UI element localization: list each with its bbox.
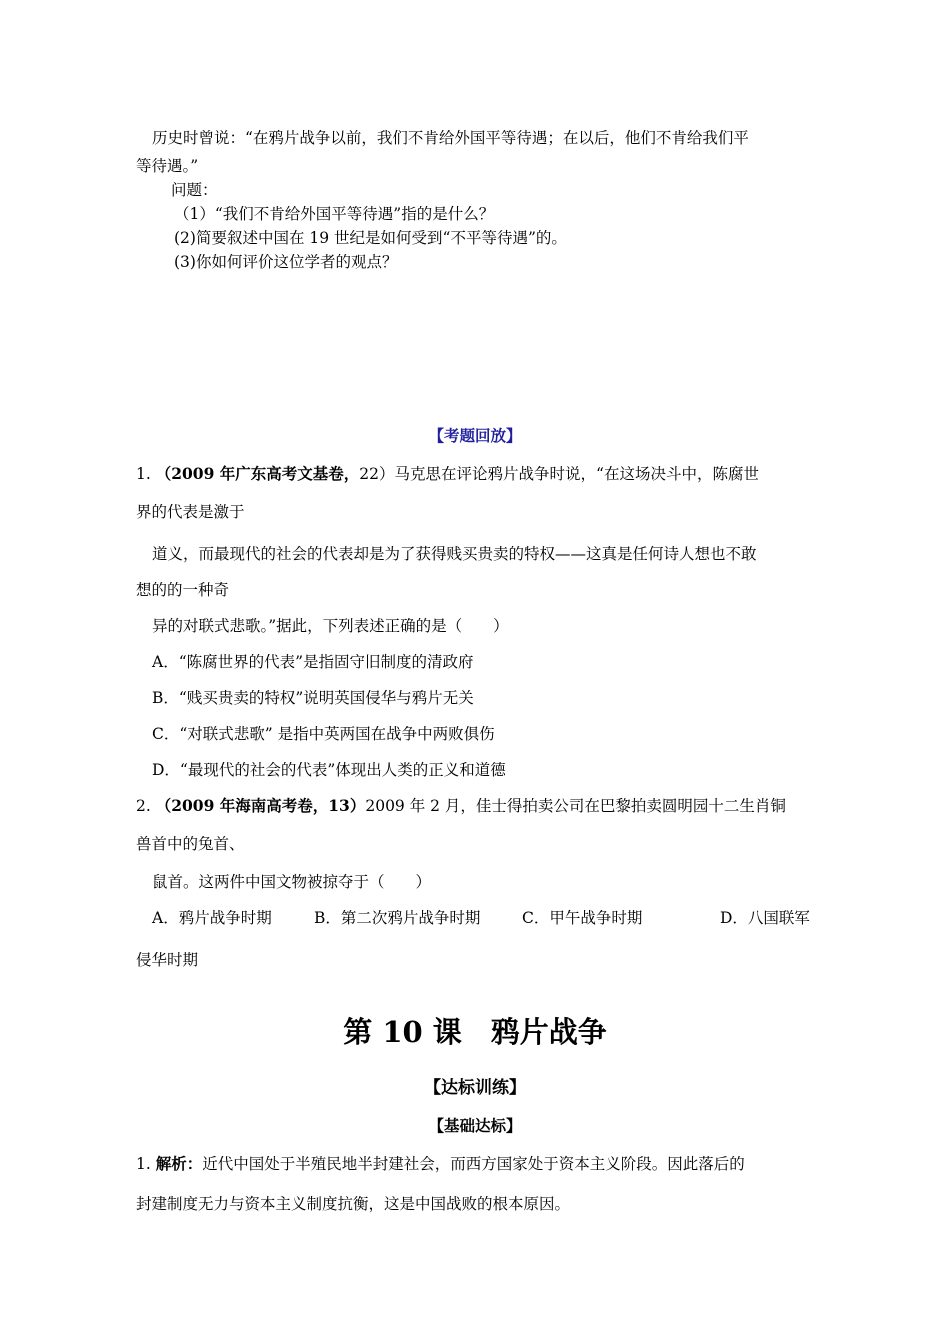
item-1-text-line-2: 界的代表是激于 (136, 503, 245, 521)
item-2-option-c: C．甲午战争时期 (522, 909, 643, 927)
review-item-1 (136, 464, 759, 484)
item-1-source: （2009 年广东高考文基卷， (155, 464, 360, 483)
item-2-option-d-continued: 侵华时期 (136, 951, 199, 969)
passage-line-2: 等待遇。” (136, 157, 199, 175)
answer-1-text-line-2: 封建制度无力与资本主义制度抗衡，这是中国战败的根本原因。 (136, 1195, 571, 1213)
item-1-text-line-3: 道义，而最现代的社会的代表却是为了获得贱买贵卖的特权——这真是任何诗人想也不敢 (152, 545, 757, 563)
lesson-title: 第 10 课 鸦片战争 (343, 1015, 607, 1049)
question-label: 问题： (171, 181, 218, 199)
item-1-number: 1. (136, 465, 151, 483)
item-2-number: 2. (136, 797, 151, 815)
item-1-text-line-1: 马克思在评论鸦片战争时说，“在这场决斗中，陈腐世 (394, 465, 759, 483)
item-1-source-tail: 22） (359, 465, 395, 483)
item-2-option-b: B．第二次鸦片战争时期 (314, 909, 481, 927)
subsection-heading: 【基础达标】 (428, 1116, 522, 1135)
answer-1-text-line-1: 近代中国处于半殖民地半封建社会，而西方国家处于资本主义阶段。因此落后的 (202, 1155, 745, 1173)
section-heading: 【达标训练】 (424, 1078, 526, 1098)
item-1-option-a: A．“陈腐世界的代表”是指固守旧制度的清政府 (152, 653, 474, 671)
review-item-2 (136, 796, 786, 816)
item-1-text-line-5: 异的对联式悲歌。”据此，下列表述正确的是（ ） (152, 617, 509, 635)
item-2-option-d: D．八国联军 (720, 909, 810, 927)
item-1-text-line-4: 想的的一种奇 (136, 581, 230, 599)
item-2-text-line-2: 兽首中的兔首、 (136, 835, 245, 853)
item-1-option-c: C．“对联式悲歌” 是指中英两国在战争中两败俱伤 (152, 725, 495, 743)
item-2-option-a: A．鸦片战争时期 (152, 909, 272, 927)
item-1-option-d: D．“最现代的社会的代表”体现出人类的正义和道德 (152, 761, 506, 779)
question-3: (3)你如何评价这位学者的观点？ (174, 253, 398, 271)
answer-1 (136, 1154, 745, 1174)
answer-1-label: 解析： (155, 1154, 203, 1173)
passage-line-1: 历史时曾说：“在鸦片战争以前，我们不肯给外国平等待遇；在以后，他们不肯给我们平 (152, 129, 749, 147)
item-1-option-b: B．“贱买贵卖的特权”说明英国侵华与鸦片无关 (152, 689, 474, 707)
item-2-text-line-3: 鼠首。这两件中国文物被掠夺于（ ） (152, 873, 432, 891)
item-2-source: （2009 年海南高考卷，13） (155, 796, 366, 815)
answer-1-number: 1. (136, 1155, 151, 1173)
question-2: (2)简要叙述中国在 19 世纪是如何受到“不平等待遇”的。 (174, 229, 567, 247)
review-heading: 【考题回放】 (428, 426, 522, 445)
question-1: （1）“我们不肯给外国平等待遇”指的是什么？ (174, 205, 495, 223)
item-2-text-line-1: 2009 年 2 月，佳士得拍卖公司在巴黎拍卖圆明园十二生肖铜 (365, 797, 786, 815)
